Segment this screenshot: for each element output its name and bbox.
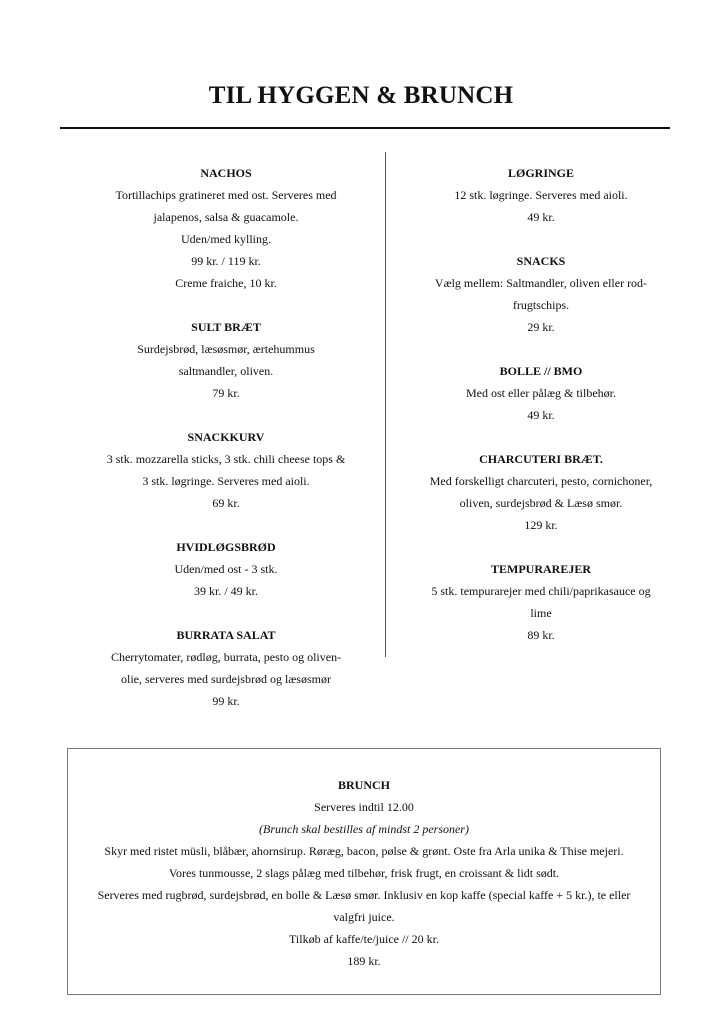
menu-item-line: saltmandler, oliven. <box>178 364 274 378</box>
menu-item-line: Uden/med ost - 3 stk. <box>174 562 278 576</box>
menu-item-burrata-salat <box>78 624 374 712</box>
menu-item-hvidloegsbroed <box>78 536 374 602</box>
menu-item-line: lime <box>530 606 552 620</box>
menu-item-price: 79 kr. <box>212 386 240 400</box>
menu-item-name: CHARCUTERI BRÆT. <box>479 452 603 466</box>
page-title: TIL HYGGEN & BRUNCH <box>208 82 514 109</box>
menu-item-line: 3 stk. løgringe. Serveres med aioli. <box>142 474 310 488</box>
menu-item-line: Surdejsbrød, læsøsmør, ærtehummus <box>137 342 315 356</box>
menu-item-name: HVIDLØGSBRØD <box>176 540 276 554</box>
brunch-served-time: Serveres indtil 12.00 <box>314 800 414 814</box>
menu-item-name: LØGRINGE <box>507 166 574 180</box>
right-menu-column <box>404 162 678 668</box>
menu-item-price: 129 kr. <box>524 518 558 532</box>
menu-item-snackkurv <box>78 426 374 514</box>
menu-item-line: frugtschips. <box>512 298 570 312</box>
menu-item-price: 49 kr. <box>527 210 555 224</box>
menu-item-charcuteri-braet <box>404 448 678 536</box>
menu-item-price: 49 kr. <box>527 408 555 422</box>
menu-item-name: BURRATA SALAT <box>176 628 276 642</box>
menu-item-tempurarejer <box>404 558 678 646</box>
menu-item-price: 99 kr. <box>212 694 240 708</box>
menu-item-line: jalapenos, salsa & guacamole. <box>153 210 299 224</box>
menu-item-line: Creme fraiche, 10 kr. <box>175 276 277 290</box>
menu-item-line: olie, serveres med surdejsbrød og læsøsmør <box>121 672 331 686</box>
menu-item-line: Vælg mellem: Saltmandler, oliven eller rod- <box>434 276 648 290</box>
brunch-line: Serveres med rugbrød, surdejsbrød, en bolle & Læsø smør. Inklusiv en kop kaffe (special kaffe + 5 kr.), te eller <box>97 888 631 902</box>
menu-item-price: 89 kr. <box>527 628 555 642</box>
menu-item-price: 39 kr. / 49 kr. <box>193 584 258 598</box>
menu-item-price: 69 kr. <box>212 496 240 510</box>
menu-item-name: BOLLE // BMO <box>499 364 583 378</box>
brunch-line: valgfri juice. <box>333 910 395 924</box>
menu-item-line: Med forskelligt charcuteri, pesto, cornichoner, <box>429 474 653 488</box>
menu-item-sult-braet <box>78 316 374 404</box>
menu-item-name: SNACKS <box>516 254 566 268</box>
menu-item-name: SNACKKURV <box>187 430 265 444</box>
brunch-line: Vores tunmousse, 2 slags pålæg med tilbehør, frisk frugt, en croissant & lidt sødt. <box>168 866 560 880</box>
menu-item-price: 99 kr. / 119 kr. <box>191 254 261 268</box>
column-divider <box>385 152 386 657</box>
menu-item-snacks <box>404 250 678 338</box>
brunch-line: Tilkøb af kaffe/te/juice // 20 kr. <box>289 932 439 946</box>
menu-item-price: 29 kr. <box>527 320 555 334</box>
menu-item-line: Cherrytomater, rødløg, burrata, pesto og oliven- <box>110 650 342 664</box>
menu-item-line: Tortillachips gratineret med ost. Serveres med <box>115 188 337 202</box>
menu-item-line: Med ost eller pålæg & tilbehør. <box>466 386 616 400</box>
title-divider <box>60 127 670 129</box>
brunch-note: (Brunch skal bestilles af mindst 2 personer) <box>259 822 469 836</box>
left-menu-column <box>78 162 374 734</box>
menu-item-line: 12 stk. løgringe. Serveres med aioli. <box>454 188 628 202</box>
menu-item-line: 5 stk. tempurarejer med chili/paprikasauce og <box>431 584 651 598</box>
menu-item-name: NACHOS <box>200 166 252 180</box>
brunch-price: 189 kr. <box>347 954 381 968</box>
brunch-line: Skyr med ristet müsli, blåbær, ahornsirup. Røræg, bacon, pølse & grønt. Oste fra Arla unika & Thise mejeri. <box>104 844 624 858</box>
menu-item-line: 3 stk. mozzarella sticks, 3 stk. chili cheese tops & <box>106 452 346 466</box>
menu-item-line: Uden/med kylling. <box>181 232 271 246</box>
menu-item-name: TEMPURAREJER <box>490 562 591 576</box>
brunch-title: BRUNCH <box>337 778 390 792</box>
menu-item-loegringe <box>404 162 678 228</box>
menu-item-line: oliven, surdejsbrød & Læsø smør. <box>459 496 623 510</box>
menu-item-name: SULT BRÆT <box>191 320 261 334</box>
menu-item-nachos <box>78 162 374 294</box>
brunch-box <box>67 748 661 995</box>
menu-item-bolle-bmo <box>404 360 678 426</box>
